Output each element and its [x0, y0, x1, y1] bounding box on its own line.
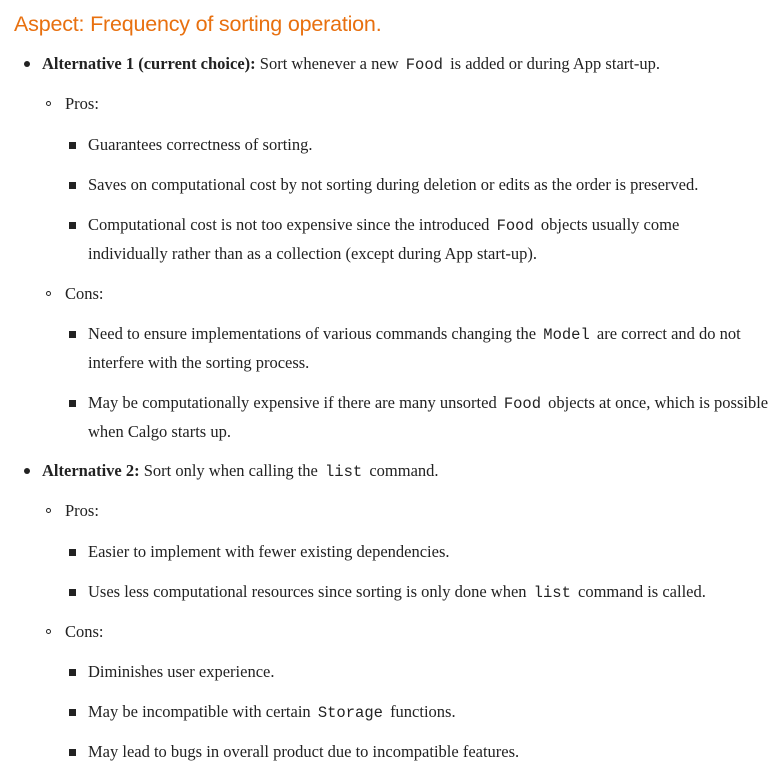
alt2-pros-label: Pros: [65, 501, 99, 520]
alt2-label: Alternative 2: [42, 461, 140, 480]
alt2-pro-1: Easier to implement with fewer existing dependencies. [88, 542, 450, 561]
alt2-con-2: May be incompatible with certain Storage functions. [88, 702, 456, 722]
code-food: Food [405, 56, 443, 74]
code-food: Food [496, 217, 534, 235]
alternative-2: Alternative 2: Sort only when calling the list command. [42, 461, 439, 481]
bullet-square-icon [69, 749, 76, 756]
bullet-square-icon [69, 331, 76, 338]
alternative-1: Alternative 1 (current choice): Sort whenever a new Food is added or during App start-up. [42, 54, 660, 74]
bullet-disc-icon [24, 61, 30, 67]
alt1-con-1: Need to ensure implementations of various commands changing the Model are correct and do not interfere with the sorting process. [88, 324, 741, 372]
alt1-label: Alternative 1 (current choice): [42, 54, 256, 73]
bullet-square-icon [69, 709, 76, 716]
bullet-square-icon [69, 142, 76, 149]
code-food: Food [503, 395, 542, 413]
alt1-con-2: May be computationally expensive if there are many unsorted Food objects at once, which is possible when Calgo starts up. [88, 393, 769, 441]
alt2-con-1: Diminishes user experience. [88, 662, 275, 681]
bullet-square-icon [69, 669, 76, 676]
alt1-cons-label: Cons: [65, 284, 104, 303]
alt1-pro-2: Saves on computational cost by not sorting during deletion or edits as the order is preserved. [88, 175, 699, 194]
alt1-pros-label: Pros: [65, 94, 99, 113]
alt2-cons-label: Cons: [65, 622, 104, 641]
code-list: list [533, 584, 571, 602]
bullet-square-icon [69, 182, 76, 189]
alt1-pro-1: Guarantees correctness of sorting. [88, 135, 313, 154]
alt1-pro-3: Computational cost is not too expensive since the introduced Food objects usually come individually rather than as a collection (except during App start-up). [88, 215, 680, 263]
alt2-con-3: May lead to bugs in overall product due to incompatible features. [88, 742, 520, 761]
bullet-square-icon [69, 400, 76, 407]
bullet-circle-icon [46, 101, 51, 106]
alt2-pro-2: Uses less computational resources since sorting is only done when list command is called. [88, 582, 706, 602]
bullet-circle-icon [46, 508, 51, 513]
bullet-circle-icon [46, 629, 51, 634]
code-storage: Storage [317, 704, 383, 722]
bullet-square-icon [69, 549, 76, 556]
bullet-square-icon [69, 589, 76, 596]
section-heading: Aspect: Frequency of sorting operation. [14, 12, 382, 36]
bullet-circle-icon [46, 291, 51, 296]
bullet-square-icon [69, 222, 76, 229]
bullet-disc-icon [24, 468, 30, 474]
code-model: Model [543, 326, 590, 344]
code-list: list [324, 463, 363, 481]
